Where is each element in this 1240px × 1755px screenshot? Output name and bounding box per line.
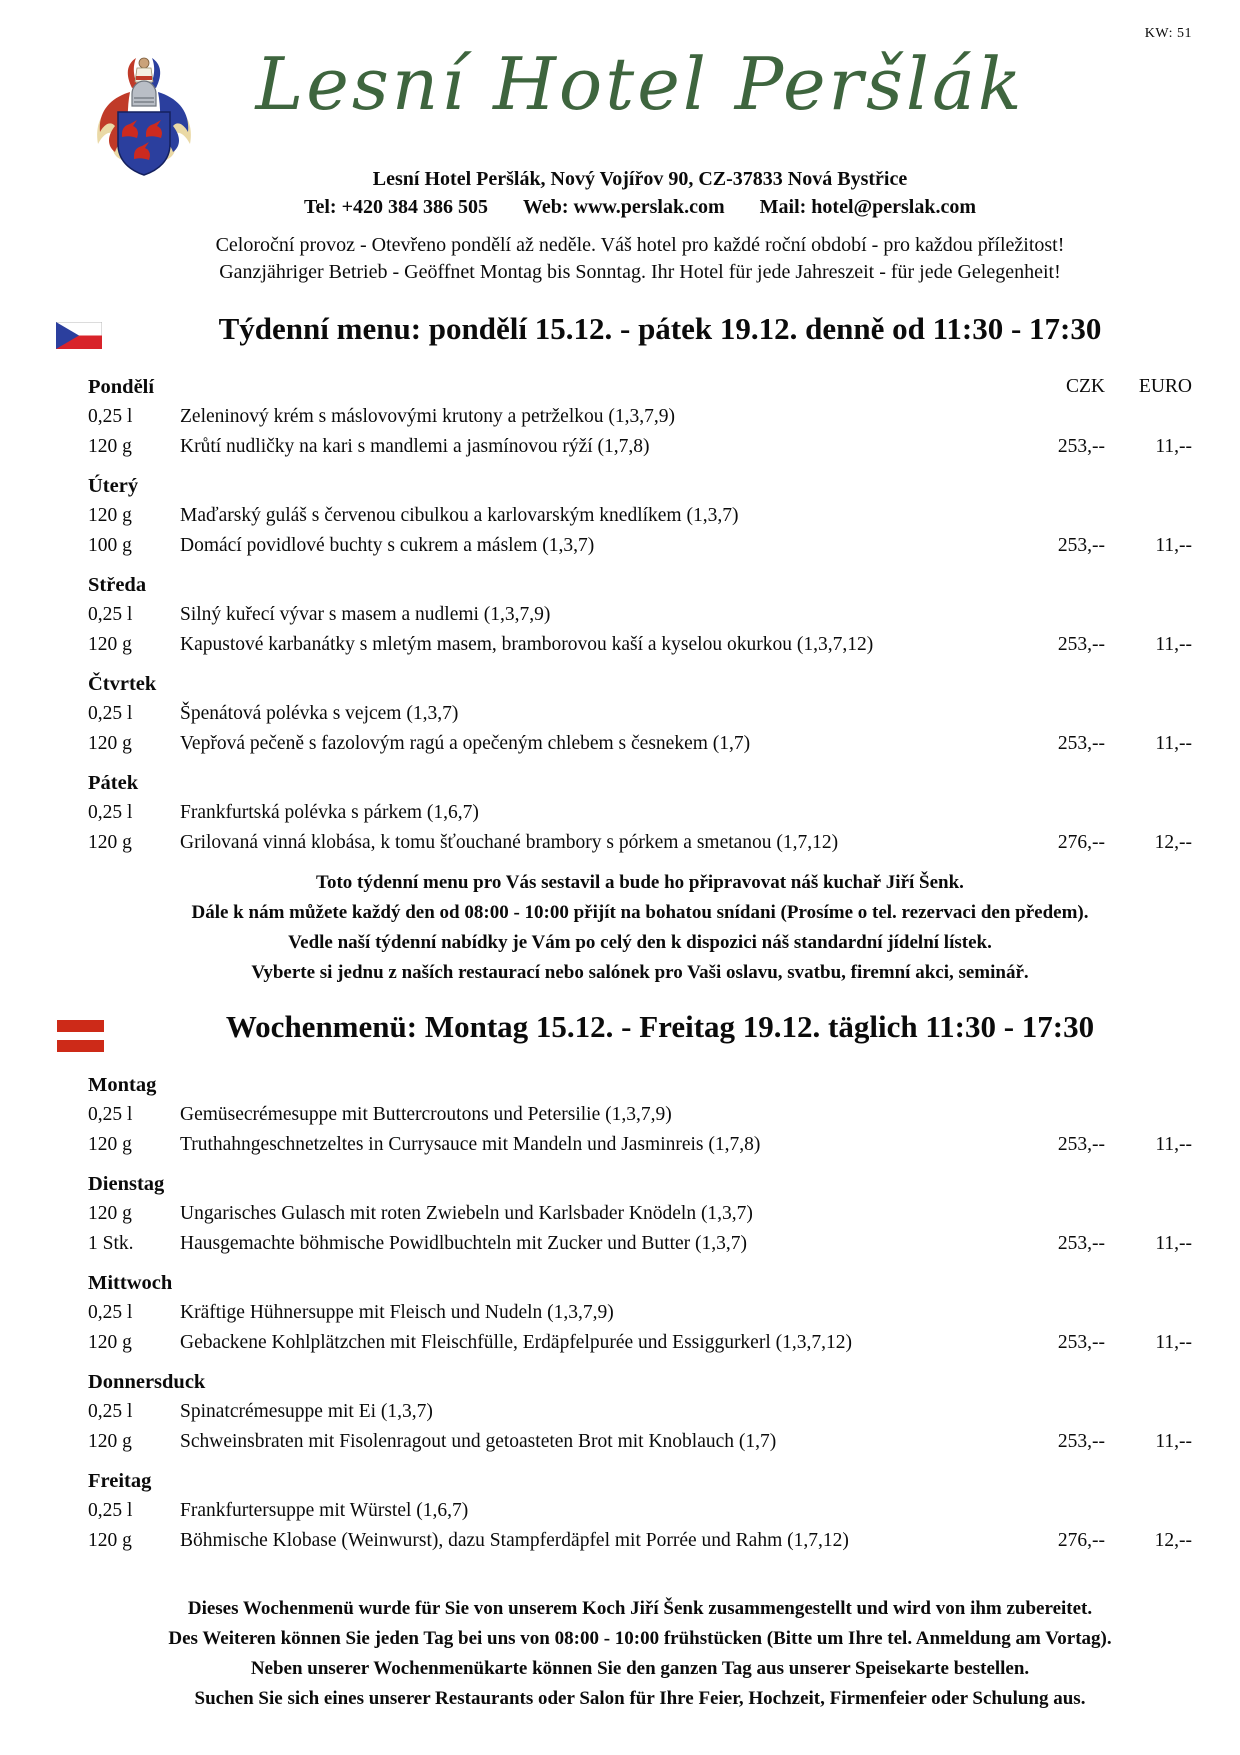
menu-note-line: Vedle naší týdenní nabídky je Vám po celý den k dispozici náš standardní jídelní lístek.: [288, 932, 992, 953]
day-name: Pondělí: [88, 375, 155, 398]
price-eur: 11,--: [1155, 634, 1192, 655]
price-eur: 11,--: [1155, 1332, 1192, 1353]
menu-item-row: [88, 699, 1192, 729]
price-czk: 276,--: [1057, 832, 1105, 853]
portion-size: 1 Stk.: [88, 1233, 134, 1254]
price-czk: 253,--: [1057, 1332, 1105, 1353]
menu-note-line: Dieses Wochenmenü wurde für Sie von unserem Koch Jiří Šenk zusammengestellt und wird von ihm zubereitet.: [187, 1598, 1093, 1619]
portion-size: 120 g: [88, 436, 132, 457]
portion-size: 0,25 l: [88, 1500, 133, 1521]
portion-size: 120 g: [88, 1431, 132, 1452]
dish-name: Hausgemachte böhmische Powidlbuchteln mit Zucker und Butter (1,3,7): [180, 1233, 747, 1254]
portion-size: 120 g: [88, 634, 132, 655]
opening-info-german: Ganzjähriger Betrieb - Geöffnet Montag bis Sonntag. Ihr Hotel für jede Jahreszeit - für jede Gelegenheit!: [219, 261, 1061, 283]
dish-name: Schweinsbraten mit Fisolenragout und getoasteten Brot mit Knoblauch (1,7): [180, 1431, 777, 1452]
menu-item-row: [88, 501, 1192, 531]
price-eur: 11,--: [1155, 1134, 1192, 1155]
dish-name: Domácí povidlové buchty s cukrem a máslem (1,3,7): [180, 535, 595, 556]
website-url: Web: www.perslak.com: [522, 196, 725, 218]
portion-size: 120 g: [88, 1332, 132, 1353]
day-name: Dienstag: [88, 1172, 165, 1195]
portion-size: 120 g: [88, 505, 132, 526]
dish-name: Gemüsecrémesuppe mit Buttercroutons und Petersilie (1,3,7,9): [180, 1104, 672, 1125]
portion-size: 120 g: [88, 832, 132, 853]
price-eur: 11,--: [1155, 1233, 1192, 1254]
day-name: Středa: [88, 573, 147, 596]
menu-item-row: [88, 1397, 1192, 1427]
dish-name: Zeleninový krém s máslovovými krutony a petrželkou (1,3,7,9): [180, 406, 675, 427]
price-eur: 11,--: [1155, 733, 1192, 754]
portion-size: 100 g: [88, 535, 132, 556]
dish-name: Frankfurtersuppe mit Würstel (1,6,7): [180, 1500, 469, 1521]
menu-note-line: Vyberte si jednu z naších restaurací nebo salónek pro Vaši oslavu, svatbu, firemní akci, seminář.: [251, 962, 1029, 983]
dish-name: Maďarský guláš s červenou cibulkou a karlovarským knedlíkem (1,3,7): [180, 505, 739, 526]
dish-name: Kapustové karbanátky s mletým masem, bramborovou kaší a kyselou okurkou (1,3,7,12): [180, 634, 874, 655]
price-eur: 11,--: [1155, 1431, 1192, 1452]
price-eur: 11,--: [1155, 535, 1192, 556]
portion-size: 0,25 l: [88, 406, 133, 427]
price-czk: 253,--: [1057, 1431, 1105, 1452]
day-name: Freitag: [88, 1469, 152, 1492]
price-czk: 253,--: [1057, 733, 1105, 754]
menu-item-row: [88, 828, 1192, 858]
day-name: Čtvrtek: [88, 672, 157, 695]
dish-name: Krůtí nudličky na kari s mandlemi a jasmínovou rýží (1,7,8): [180, 436, 650, 457]
calendar-week-label: KW: 51: [1144, 26, 1192, 41]
price-czk: 276,--: [1057, 1530, 1105, 1551]
day-header: [88, 1466, 1192, 1496]
menu-note-line: Toto týdenní menu pro Vás sestavil a bude ho připravovat náš kuchař Jiří Šenk.: [316, 872, 964, 893]
dish-name: Truthahngeschnetzeltes in Currysauce mit Mandeln und Jasminreis (1,7,8): [180, 1134, 761, 1155]
menu-note-line: Suchen Sie sich eines unserer Restaurants oder Salon für Ihre Feier, Hochzeit, Firmenfeier oder Schulung aus.: [194, 1688, 1086, 1709]
menu-item-row: [88, 1229, 1192, 1259]
menu-item-row: [88, 630, 1192, 660]
menu-item-row: [88, 1427, 1192, 1457]
hotel-address: Lesní Hotel Peršlák, Nový Vojířov 90, CZ-37833 Nová Bystřice: [372, 168, 908, 190]
menu-item-row: [88, 1298, 1192, 1328]
day-header: [88, 471, 1192, 501]
price-czk: 253,--: [1057, 1134, 1105, 1155]
dish-name: Ungarisches Gulasch mit roten Zwiebeln und Karlsbader Knödeln (1,3,7): [180, 1203, 753, 1224]
currency-header-czk: CZK: [1066, 376, 1105, 397]
price-eur: 12,--: [1154, 1530, 1192, 1551]
currency-header-eur: EURO: [1138, 376, 1192, 397]
day-name: Mittwoch: [88, 1271, 173, 1294]
day-header: [88, 768, 1192, 798]
menu-item-row: [88, 1100, 1192, 1130]
portion-size: 0,25 l: [88, 703, 133, 724]
dish-name: Frankfurtská polévka s párkem (1,6,7): [180, 802, 479, 823]
menu-item-row: [88, 1496, 1192, 1526]
menu-item-row: [88, 432, 1192, 462]
day-header: [88, 669, 1192, 699]
czech-menu-table: [88, 372, 1192, 858]
menu-item-row: [88, 729, 1192, 759]
price-czk: 253,--: [1057, 634, 1105, 655]
day-name: Úterý: [88, 474, 139, 497]
portion-size: 120 g: [88, 1134, 132, 1155]
day-header: [88, 1169, 1192, 1199]
email-address: Mail: hotel@perslak.com: [759, 196, 977, 218]
day-header: [88, 1268, 1192, 1298]
german-menu-title: Wochenmenü: Montag 15.12. - Freitag 19.12. täglich 11:30 - 17:30: [225, 1009, 1095, 1044]
dish-name: Kräftige Hühnersuppe mit Fleisch und Nudeln (1,3,7,9): [180, 1302, 614, 1323]
dish-name: Spinatcrémesuppe mit Ei (1,3,7): [180, 1401, 433, 1422]
phone-number: Tel: +420 384 386 505: [303, 196, 488, 218]
dish-name: Böhmische Klobase (Weinwurst), dazu Stampferdäpfel mit Porrée und Rahm (1,7,12): [180, 1530, 849, 1551]
portion-size: 120 g: [88, 1203, 132, 1224]
price-eur: 12,--: [1154, 832, 1192, 853]
czech-menu-title: Týdenní menu: pondělí 15.12. - pátek 19.12. denně od 11:30 - 17:30: [218, 311, 1102, 346]
day-name: Pátek: [88, 771, 139, 794]
price-eur: 11,--: [1155, 436, 1192, 457]
portion-size: 0,25 l: [88, 1104, 133, 1125]
menu-item-row: [88, 600, 1192, 630]
day-header: [88, 1367, 1192, 1397]
day-name: Montag: [88, 1073, 157, 1096]
portion-size: 0,25 l: [88, 802, 133, 823]
opening-info-czech: Celoroční provoz - Otevřeno pondělí až neděle. Váš hotel pro každé roční období - pro každou příležitost!: [215, 234, 1065, 256]
hotel-name-title: Lesní Hotel Peršlák: [255, 42, 1025, 126]
menu-note-line: Neben unserer Wochenmenükarte können Sie den ganzen Tag aus unserer Speisekarte bestellen.: [250, 1658, 1030, 1679]
day-header: [88, 1070, 1192, 1100]
menu-item-row: [88, 1526, 1192, 1556]
price-czk: 253,--: [1057, 1233, 1105, 1254]
dish-name: Špenátová polévka s vejcem (1,3,7): [180, 703, 459, 724]
portion-size: 0,25 l: [88, 604, 133, 625]
portion-size: 120 g: [88, 733, 132, 754]
price-czk: 253,--: [1057, 535, 1105, 556]
menu-note-line: Des Weiteren können Sie jeden Tag bei uns von 08:00 - 10:00 frühstücken (Bitte um Ihre tel. Anmeldung am Vortag).: [168, 1628, 1112, 1649]
dish-name: Grilovaná vinná klobása, k tomu šťouchané brambory s pórkem a smetanou (1,7,12): [180, 832, 839, 853]
menu-item-row: [88, 531, 1192, 561]
dish-name: Silný kuřecí vývar s masem a nudlemi (1,3,7,9): [180, 604, 551, 625]
portion-size: 0,25 l: [88, 1401, 133, 1422]
day-header: [88, 372, 1192, 402]
dish-name: Vepřová pečeně s fazolovým ragú a opečeným chlebem s česnekem (1,7): [180, 733, 751, 754]
dish-name: Gebackene Kohlplätzchen mit Fleischfülle, Erdäpfelpurée und Essiggurkerl (1,3,7,12): [180, 1332, 852, 1353]
day-header: [88, 570, 1192, 600]
menu-item-row: [88, 402, 1192, 432]
menu-note-line: Dále k nám můžete každý den od 08:00 - 10:00 přijít na bohatou snídani (Prosíme o tel. rezervaci den předem).: [191, 902, 1089, 923]
menu-item-row: [88, 1199, 1192, 1229]
day-name: Donnersduck: [88, 1370, 206, 1393]
portion-size: 120 g: [88, 1530, 132, 1551]
german-menu-notes: [40, 1594, 1240, 1714]
portion-size: 0,25 l: [88, 1302, 133, 1323]
german-menu-table: [88, 1070, 1192, 1556]
menu-item-row: [88, 1328, 1192, 1358]
czech-menu-notes: [40, 868, 1240, 988]
contact-line: [40, 196, 1240, 219]
menu-item-row: [88, 798, 1192, 828]
menu-item-row: [88, 1130, 1192, 1160]
price-czk: 253,--: [1057, 436, 1105, 457]
